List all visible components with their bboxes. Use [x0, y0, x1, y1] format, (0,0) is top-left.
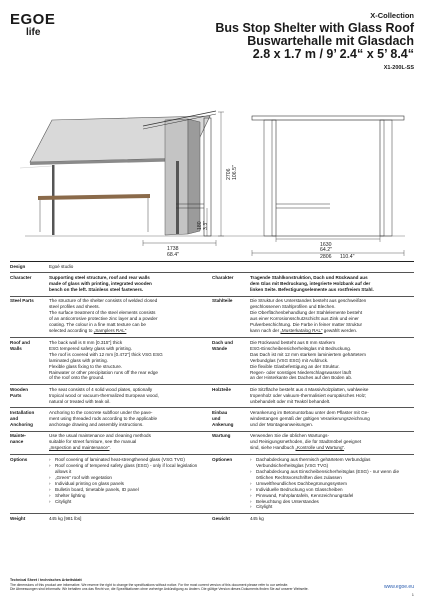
list-item: › Citylight: [49, 499, 206, 505]
row-label-en: Installation and Anchoring: [10, 408, 49, 431]
list-item: › Individuelle Bedruckung von Glasscheiben: [250, 487, 412, 493]
front-inner-mm: 1630: [320, 242, 332, 248]
row-label-en: Character: [10, 273, 49, 296]
list-item: › Citylight: [250, 504, 412, 510]
row-label-de: Wartung: [212, 431, 250, 454]
product-header: [215, 12, 414, 72]
row-text-en: Use the usual maintenance and cleaning methods suitable for street furniture, see the manual „Inspection and maintenance“.: [49, 431, 212, 454]
spec-row-roof-walls: [10, 337, 414, 384]
title-english: Bus Stop Shelter with Glass Roof: [215, 20, 414, 35]
brand-logo: [10, 12, 55, 38]
page-number: 1: [411, 592, 414, 597]
collection-name: X-Collection: [370, 11, 414, 20]
row-text-de: Tragende Stahlkonstruktion, Dach und Rückwand aus dem Glas mit Bedruckung, integrierte Holzbank auf der linken Seite. Befestigungselemente aus rostfreiem Stahl.: [250, 273, 414, 296]
title-german: Buswartehalle mit Glasdach: [247, 34, 414, 48]
list-item: › Roof covering of laminated heat-strengthened glass (VSG TVG): [49, 457, 206, 463]
spec-row-maintenance: [10, 431, 414, 454]
front-view: [252, 116, 404, 260]
bench-mm: 180: [197, 221, 203, 230]
side-width-in: 68.4": [167, 252, 179, 258]
row-label-de: Holzteile: [212, 385, 250, 408]
inspection-manual-link[interactable]: „Inspection and maintenance“: [49, 445, 110, 451]
list-item: › „Green“ roof with vegetation: [49, 475, 206, 481]
footer-heading: Technical Sheet / technisches Arbeitsblatt: [10, 578, 82, 582]
row-label-de: Stahlteile: [212, 296, 250, 337]
logo-subline: life: [26, 27, 41, 38]
spec-row-installation: [10, 408, 414, 431]
row-label-en: Wooden Parts: [10, 385, 49, 408]
product-code: X1-200L-SS: [383, 65, 414, 72]
row-text-de: Verwenden Sie die üblichen Wartungs- und Reinigungsmethoden, die für Stadtmöbel geeignet sind, siehe Handbuch „Kontrolle und Wartung“.: [250, 431, 414, 454]
spec-row-character: [10, 273, 414, 296]
front-total-in: 110.4": [340, 254, 355, 260]
footer-note-en: The dimensions of this product are informative. We reserve the right to change the specifications without notice. For the most current version of this document please refer to our website.: [10, 582, 289, 587]
options-label-de: Optionen: [212, 454, 250, 513]
specification-table: [10, 261, 414, 524]
bench-in: 3.3": [203, 220, 209, 230]
row-text-en: The structure of the shelter consists of welded closed steel profiles and sheets. The surface treatment of the steel elements consists of an anticorrosive protective zinc layer and a powder coating. The colour in a fine matt texture can be selected according to „Samplers RAL“: [49, 296, 212, 337]
row-label-en: Steel Parts: [10, 296, 49, 337]
ral-katalog-link[interactable]: „Musterkatalog RAL“: [280, 328, 323, 334]
row-label-en: Mainte- nance: [10, 431, 49, 454]
drawings-svg: [0, 108, 424, 260]
list-item: › Shelter lighting: [49, 493, 206, 499]
spec-row-steel: [10, 296, 414, 337]
row-text-en: The back wall is 8 mm [0.315"] thick ESG tempered safety glass with printing. The roof is covered with 12 mm [0.472"] thick VSG ESG laminated glass with printing. Flexible glass fixing to the structure. Rainwater or other precipitation runs off the rear edge of the roof onto the ground.: [49, 337, 212, 384]
height-in: 106.5": [232, 165, 238, 180]
ral-samplers-link[interactable]: „Samplers RAL“: [93, 328, 127, 334]
row-text-de: Verankerung im Betonuntorbau unter dem Pflaster mit Ge- windestangen gemäß der gültigen Verankerungszeichnung und der Montageanweisungen.: [250, 408, 414, 431]
footer-note-de: Die Abmessungen sind informativ. Wir behalten uns das Recht vor, die Spezifikationen ohne vorherige Ankündigung zu ändern. Die gültige Version dieses Dokuments finden Sie auf unserer Webseite.: [10, 587, 309, 592]
footer-notes: [10, 578, 414, 592]
row-label-de: Einbau und Ankerung: [212, 408, 250, 431]
options-list-en: [49, 454, 212, 513]
perspective-view: [20, 116, 210, 235]
logo-wordmark: EGOE: [10, 11, 56, 28]
front-inner-in: 64.2": [320, 247, 332, 253]
options-list-de: [250, 454, 414, 513]
website-link[interactable]: www.egoe.eu: [383, 584, 414, 590]
options-label-en: Options: [10, 454, 49, 513]
weight-value-en: 445 kg [981 lbs]: [49, 514, 212, 525]
technical-drawings: [0, 108, 424, 260]
weight-label-en: Weight: [10, 514, 49, 525]
spec-row-weight: [10, 514, 414, 525]
design-value: Egoé studio: [49, 262, 414, 273]
list-item: › Dachabdeckung aus thermisch gehärtetem Verbundglas Verbundsicherheitsglas (VSG TVG): [250, 457, 412, 469]
row-text-en: Supporting steel structure, roof and rear walls made of glass with printing, integrated wooden bench on the left. Stainless steel fasteners.: [49, 273, 212, 296]
list-item: › Umweltfreundliches Dachbegrünungssystem: [250, 481, 412, 487]
row-label-de: Charakter: [212, 273, 250, 296]
kontrolle-wartung-link[interactable]: „Kontrolle und Wartung“: [295, 445, 345, 451]
front-total-mm: 2806: [320, 254, 332, 260]
side-width-mm: 1738: [167, 246, 179, 252]
list-item: › Beleuchtung des Unterstandes: [250, 499, 412, 505]
list-item: › Bulletin board, timetable panels, ID panel: [49, 487, 206, 493]
row-text-en: The seat consists of 4 solid wood plates, optionally tropical wood or vacuum-thermalized European wood, natural or treated with teak oil.: [49, 385, 212, 408]
list-item: › Pinnwand, Fahrplantafeln, Kennzeichnungstafel: [250, 493, 412, 499]
row-text-de: Die Sitzfläche besteht aus 4 Massivholzplatten, wahlweise tropenholz oder vakuum-thermalisiert europäisches Holz; unbehandelt oder mit Teaköl behandelt.: [250, 385, 414, 408]
list-item: › Individual printing on glass panels: [49, 481, 206, 487]
design-row: [10, 262, 414, 273]
row-label-de: Dach und Wände: [212, 337, 250, 384]
list-item: › Dachabdeckung aus Einscheibensicherheitsglas (ESG) - nur wenn die örtlichen Rechtsvorschriften dies zulassen: [250, 469, 412, 481]
row-text-de: Die Struktur des Unterstandes besteht aus geschweißten geschlossenen Stahlprofilen und Blechen. Die Oberflächenbehandlung der Stahlelemente besteht aus einer Korrosionsschutzschicht aus Zink und einer Pulverbeschichtung. Die Farbe in feiner matter Struktur kann nach der „Musterkatalog RAL“ gewählt werden.: [250, 296, 414, 337]
list-item: › Roof covering of tempered safety glass (ESG) - only if local legislation allows it: [49, 463, 206, 475]
weight-label-de: Gewicht: [212, 514, 250, 525]
row-text-de: Die Rückwand besteht aus 8 mm starkem ESG-Einscheibensicherheitsglas mit Bedruckung. Das Dach ist mit 12 mm starkem laminiertem gehärtetem Verbundglas (VSG ESG) mit Aufdruck. Die flexible Glasbefestigung an der Struktur. Regen- oder sonstiges Niederschlagswasser läuft an der Hinterkante des Daches auf den Boden ab.: [250, 337, 414, 384]
height-mm: 2706: [226, 168, 232, 180]
title-dimensions: 2.8 x 1.7 m / 9’ 2.4“ x 5’ 8.4“: [252, 47, 414, 62]
spec-row-options: [10, 454, 414, 513]
design-label: Design: [10, 262, 49, 273]
spec-row-wooden: [10, 385, 414, 408]
row-label-en: Roof and Walls: [10, 337, 49, 384]
weight-value-de: 445 kg: [250, 514, 414, 525]
row-text-en: Anchoring to the concrete subfloor under the pave- ment using threaded rods according to the applicable anchorage drawing and assembly instructions.: [49, 408, 212, 431]
